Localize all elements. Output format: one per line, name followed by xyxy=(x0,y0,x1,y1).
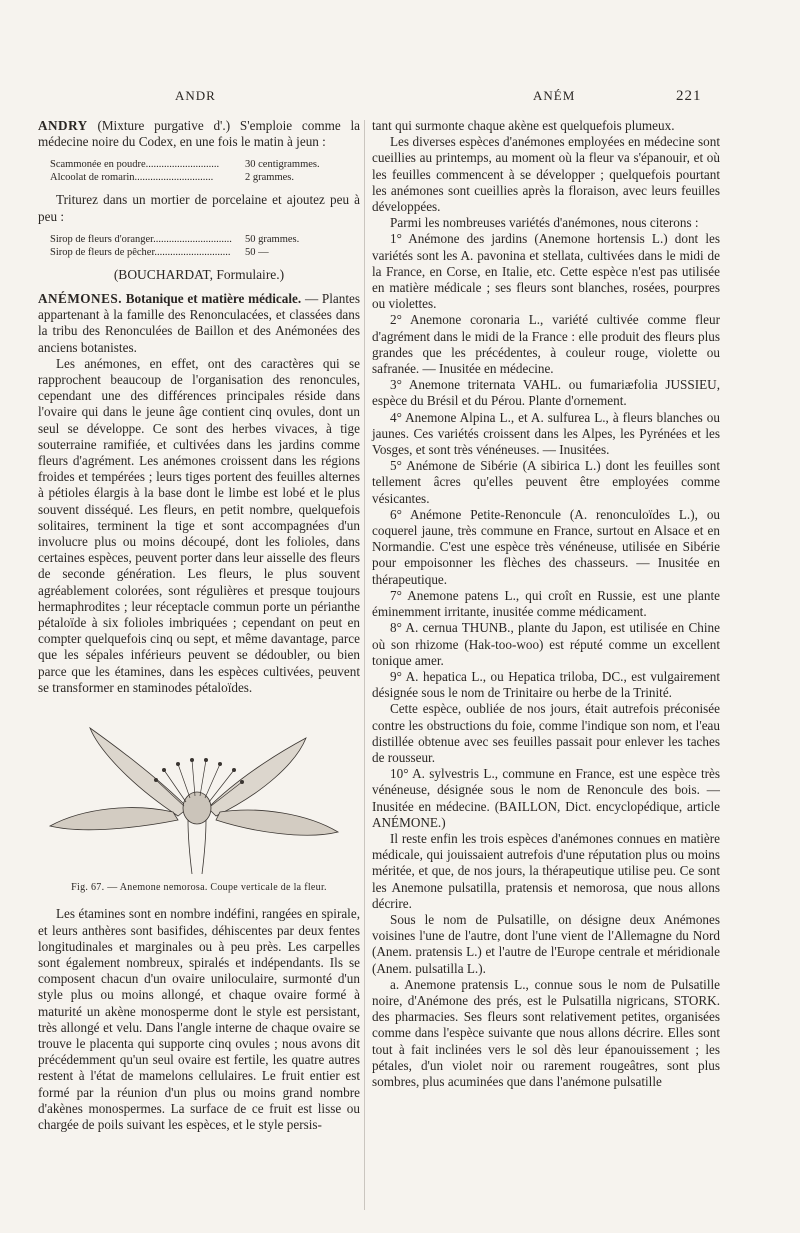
recipe-row xyxy=(50,171,360,184)
medical-species-paragraph: Il reste enfin les trois espèces d'anémones connues en matière médicale, qui jouissaient autrefois d'une réputation plus ou moins méritée, et que, de nos jours, la thérapeutique utilise peu. Ce sont les Anemone pulsatilla, pratensis et nemorosa, que nous allons décrire. xyxy=(372,830,720,911)
variety-4: 4° Anemone Alpina L., et A. sulfurea L., à fleurs blanches ou jaunes. Ces variétés croissent dans les Alpes, les Pyrénées et les Vosges, et sont très vénéneuses. — Inusitées. xyxy=(372,409,720,458)
ingredient-name: Alcoolat de romarin.............................. xyxy=(50,172,214,184)
stamens-paragraph: Les étamines sont en nombre indéfini, rangées en spirale, et leurs anthères sont basifides, déhiscentes par deux fentes longitudinales et marginales ou à peu près. Les carpelles sont également nombreux, spiralés et indépendants. Ils se composent chacun d'un ovaire uniloculaire, surmonté d'un style plus ou moins allongé, et chaque ovaire formé à maturité un akène monosperme dont le style est persistant, très allongé et velu. Dans l'angle interne de chaque ovaire se trouve le placenta qui supporte cinq ovules ; nous avons dit précédemment qu'un seul ovaire est fertile, les quatre autres restent à l'état de mamelons cellulaires. Le fruit entier est formé par la réunion d'un plus ou moins grand nombre d'akènes monospermes. La surface de ce fruit est lisse ou chargée de poils suivant les espèces, et le style persis- xyxy=(38,906,360,1132)
andry-entry xyxy=(38,118,360,150)
hepatica-paragraph: Cette espèce, oubliée de nos jours, était autrefois préconisée contre les obstructions du foie, comme l'indique son nom, et l'eau distillée obtenue avec ses feuilles passait pour enlever les taches de rousseur. xyxy=(372,701,720,765)
anemones-entry xyxy=(38,291,360,356)
andry-text: (Mixture purgative d'.) S'emploie comme la médecine noire du Codex, en une fois le matin à jeun : xyxy=(38,118,360,150)
anemones-heading: ANÉMONES. xyxy=(38,291,122,307)
header-left: ANDR xyxy=(175,88,216,103)
continuation-paragraph: tant qui surmonte chaque akène est quelquefois plumeux. xyxy=(372,118,675,133)
recipe-2 xyxy=(50,233,360,259)
anemones-paragraph: Les anémones, en effet, ont des caractères qui se rapprochent beaucoup de l'organisation des renoncules, cependant une des différences principales réside dans l'ovaire qui dans le jeune âge contient cinq ovules, dont un seul se développe. Ce sont des herbes vivaces, à tige souterraine ramifiée, et cultivées dans les jardins comme fleurs d'agrément. Les anémones croissent dans les régions froides et tempérées ; leurs tiges portent des feuilles alternes à pétioles élargis à la base dont le limbe est lobé et le plus souvent disséqué. Les fleurs, en petit nombre, quelquefois solitaires, terminent la tige et sont accompagnées d'un involucre plus ou moins découpé, dont les folioles, dans certaines espèces, peuvent porter dans leur aisselle des fleurs de seconde génération. Les fleurs, le plus souvent agréablement colorées, sont régulières et presque toujours hermaphrodites ; leur réceptacle commun porte un périanthe pétaloïde à six folioles imbriquées ; cependant on peut en compter quelquefois cinq ou sept, et même davantage, parce que les sépales inférieurs peuvent se dédoubler, ou bien parce que les étamines, dans les espèces cultivées, peuvent se transformer en staminodes pétaloïdes. xyxy=(38,355,360,695)
triturez-text: Triturez dans un mortier de porcelaine et ajoutez peu à peu : xyxy=(38,192,360,224)
flower-illustration xyxy=(38,708,360,876)
anemones-subheading: Botanique et matière médicale. xyxy=(125,291,302,307)
recipe-row xyxy=(50,246,360,259)
ingredient-name: Sirop de fleurs de pêcher............................. xyxy=(50,246,231,258)
figure-caption: Fig. 67. — Anemone nemorosa. Coupe verticale de la fleur. xyxy=(71,882,327,894)
source-citation: (BOUCHARDAT, Formulaire.) xyxy=(113,266,285,282)
column-divider xyxy=(364,120,365,1210)
running-header xyxy=(0,88,800,108)
variety-6: 6° Anémone Petite-Renoncule (A. renonculoïdes L.), ou coquerel jaune, très commune en France, surtout en Alsace et en Normandie. C'est une espèce très vénéneuse, utilisée en Sibérie pour empoisonner les flèches des chasseurs. — Inusitée en thérapeutique. xyxy=(372,506,720,587)
variety-2: 2° Anemone coronaria L., variété cultivée comme fleur d'agrément dans le midi de la France : elle produit des fleurs plus grandes que les précédentes, à couleur rouge, violette ou safranée. — Inusitée en médecine. xyxy=(372,312,720,377)
collection-paragraph: Les diverses espèces d'anémones employées en médecine sont cueillies au printemps, au moment où la fleur va s'épanouir, et où les feuilles commencent à se développer ; quelquefois pourtant les anémones sont cueillies après la floraison, avec leurs feuilles développées. xyxy=(372,134,720,215)
variety-3: 3° Anemone triternata VAHL. ou fumariæfolia JUSSIEU, espèce du Brésil et du Pérou. Plante d'ornement. xyxy=(372,377,720,409)
variety-8: 8° A. cernua THUNB., plante du Japon, est utilisée en Chine où son rhizome (Hak-too-woo) est réputé comme un excellent tonique amer. xyxy=(372,620,720,668)
ingredient-qty: 2 grammes. xyxy=(245,172,294,184)
ingredient-qty: 50 grammes. xyxy=(245,233,300,245)
anemones-text: — Plantes appartenant à la famille des Renonculacées, et classées dans la tribu des Renonculées de Baillon et des Anémonées des anciens botanistes. xyxy=(38,291,360,355)
variety-9: 9° A. hepatica L., ou Hepatica triloba, DC., est vulgairement désignée sous le nom de Trinitaire ou herbe de la Trinité. xyxy=(372,668,720,701)
pratensis-paragraph: a. Anemone pratensis L., connue sous le nom de Pulsatille noire, d'Anémone des prés, est le Pulsatilla nigricans, STORK. des pharmacies. Ses fleurs sont relativement petites, organisées comme dans l'espèce suivante que nous allons décrire. Elles sont tout à fait inclinées vers le sol dès leur épanouissement ; les pétales, d'un violet noir ou rarement rougeâtres, sont plus sombres, plus acuminées que dans l'anémone pulsatille xyxy=(372,976,720,1089)
left-column xyxy=(38,118,360,1133)
ingredient-qty: 50 — xyxy=(245,246,269,258)
ingredient-name: Sirop de fleurs d'oranger.............................. xyxy=(50,233,232,245)
variety-1: 1° Anémone des jardins (Anemone hortensis L.) dont les variétés sont les A. pavonina et stellata, cultivées dans le midi de la France, en Corse, en Italie, etc. Cette espèce n'est pas utilisée en matière médicale ; ses fleurs sont blanches, rosées, pourpres ou violettes. xyxy=(372,231,720,312)
right-column xyxy=(372,118,720,1090)
pulsatille-paragraph: Sous le nom de Pulsatille, on désigne deux Anémones voisines l'une de l'autre, dont l'une vient de l'Allemagne du Nord (Anem. pratensis L.) et l'autre de l'Europe centrale et méridionale (Anem. pulsatilla L.). xyxy=(372,911,720,976)
recipe-row xyxy=(50,158,360,171)
header-middle: ANÉM xyxy=(533,88,576,103)
ingredient-name: Scammonée en poudre............................ xyxy=(50,159,220,171)
andry-heading: ANDRY xyxy=(38,118,88,133)
variety-7: 7° Anemone patens L., qui croît en Russie, est une plante éminemment irritante, inusitée comme médicament. xyxy=(372,587,720,620)
page-number: 221 xyxy=(676,88,702,104)
variety-10: 10° A. sylvestris L., commune en France, est une espèce très vénéneuse, désignée sous le nom de Renoncule des bois. — Inusitée en médecine. (BAILLON, Dict. encyclopédique, article ANÉMONE.) xyxy=(372,766,720,830)
anemone-section-drawing xyxy=(38,708,360,876)
variety-5: 5° Anémone de Sibérie (A sibirica L.) dont les feuilles sont tellement âcres qu'elles peuvent être employées comme vésicantes. xyxy=(372,458,720,506)
ingredient-qty: 30 centigrammes. xyxy=(245,159,320,171)
varieties-intro: Parmi les nombreuses variétés d'anémones, nous citerons : xyxy=(390,215,699,231)
recipe-row xyxy=(50,233,360,246)
recipe-1 xyxy=(50,158,360,184)
